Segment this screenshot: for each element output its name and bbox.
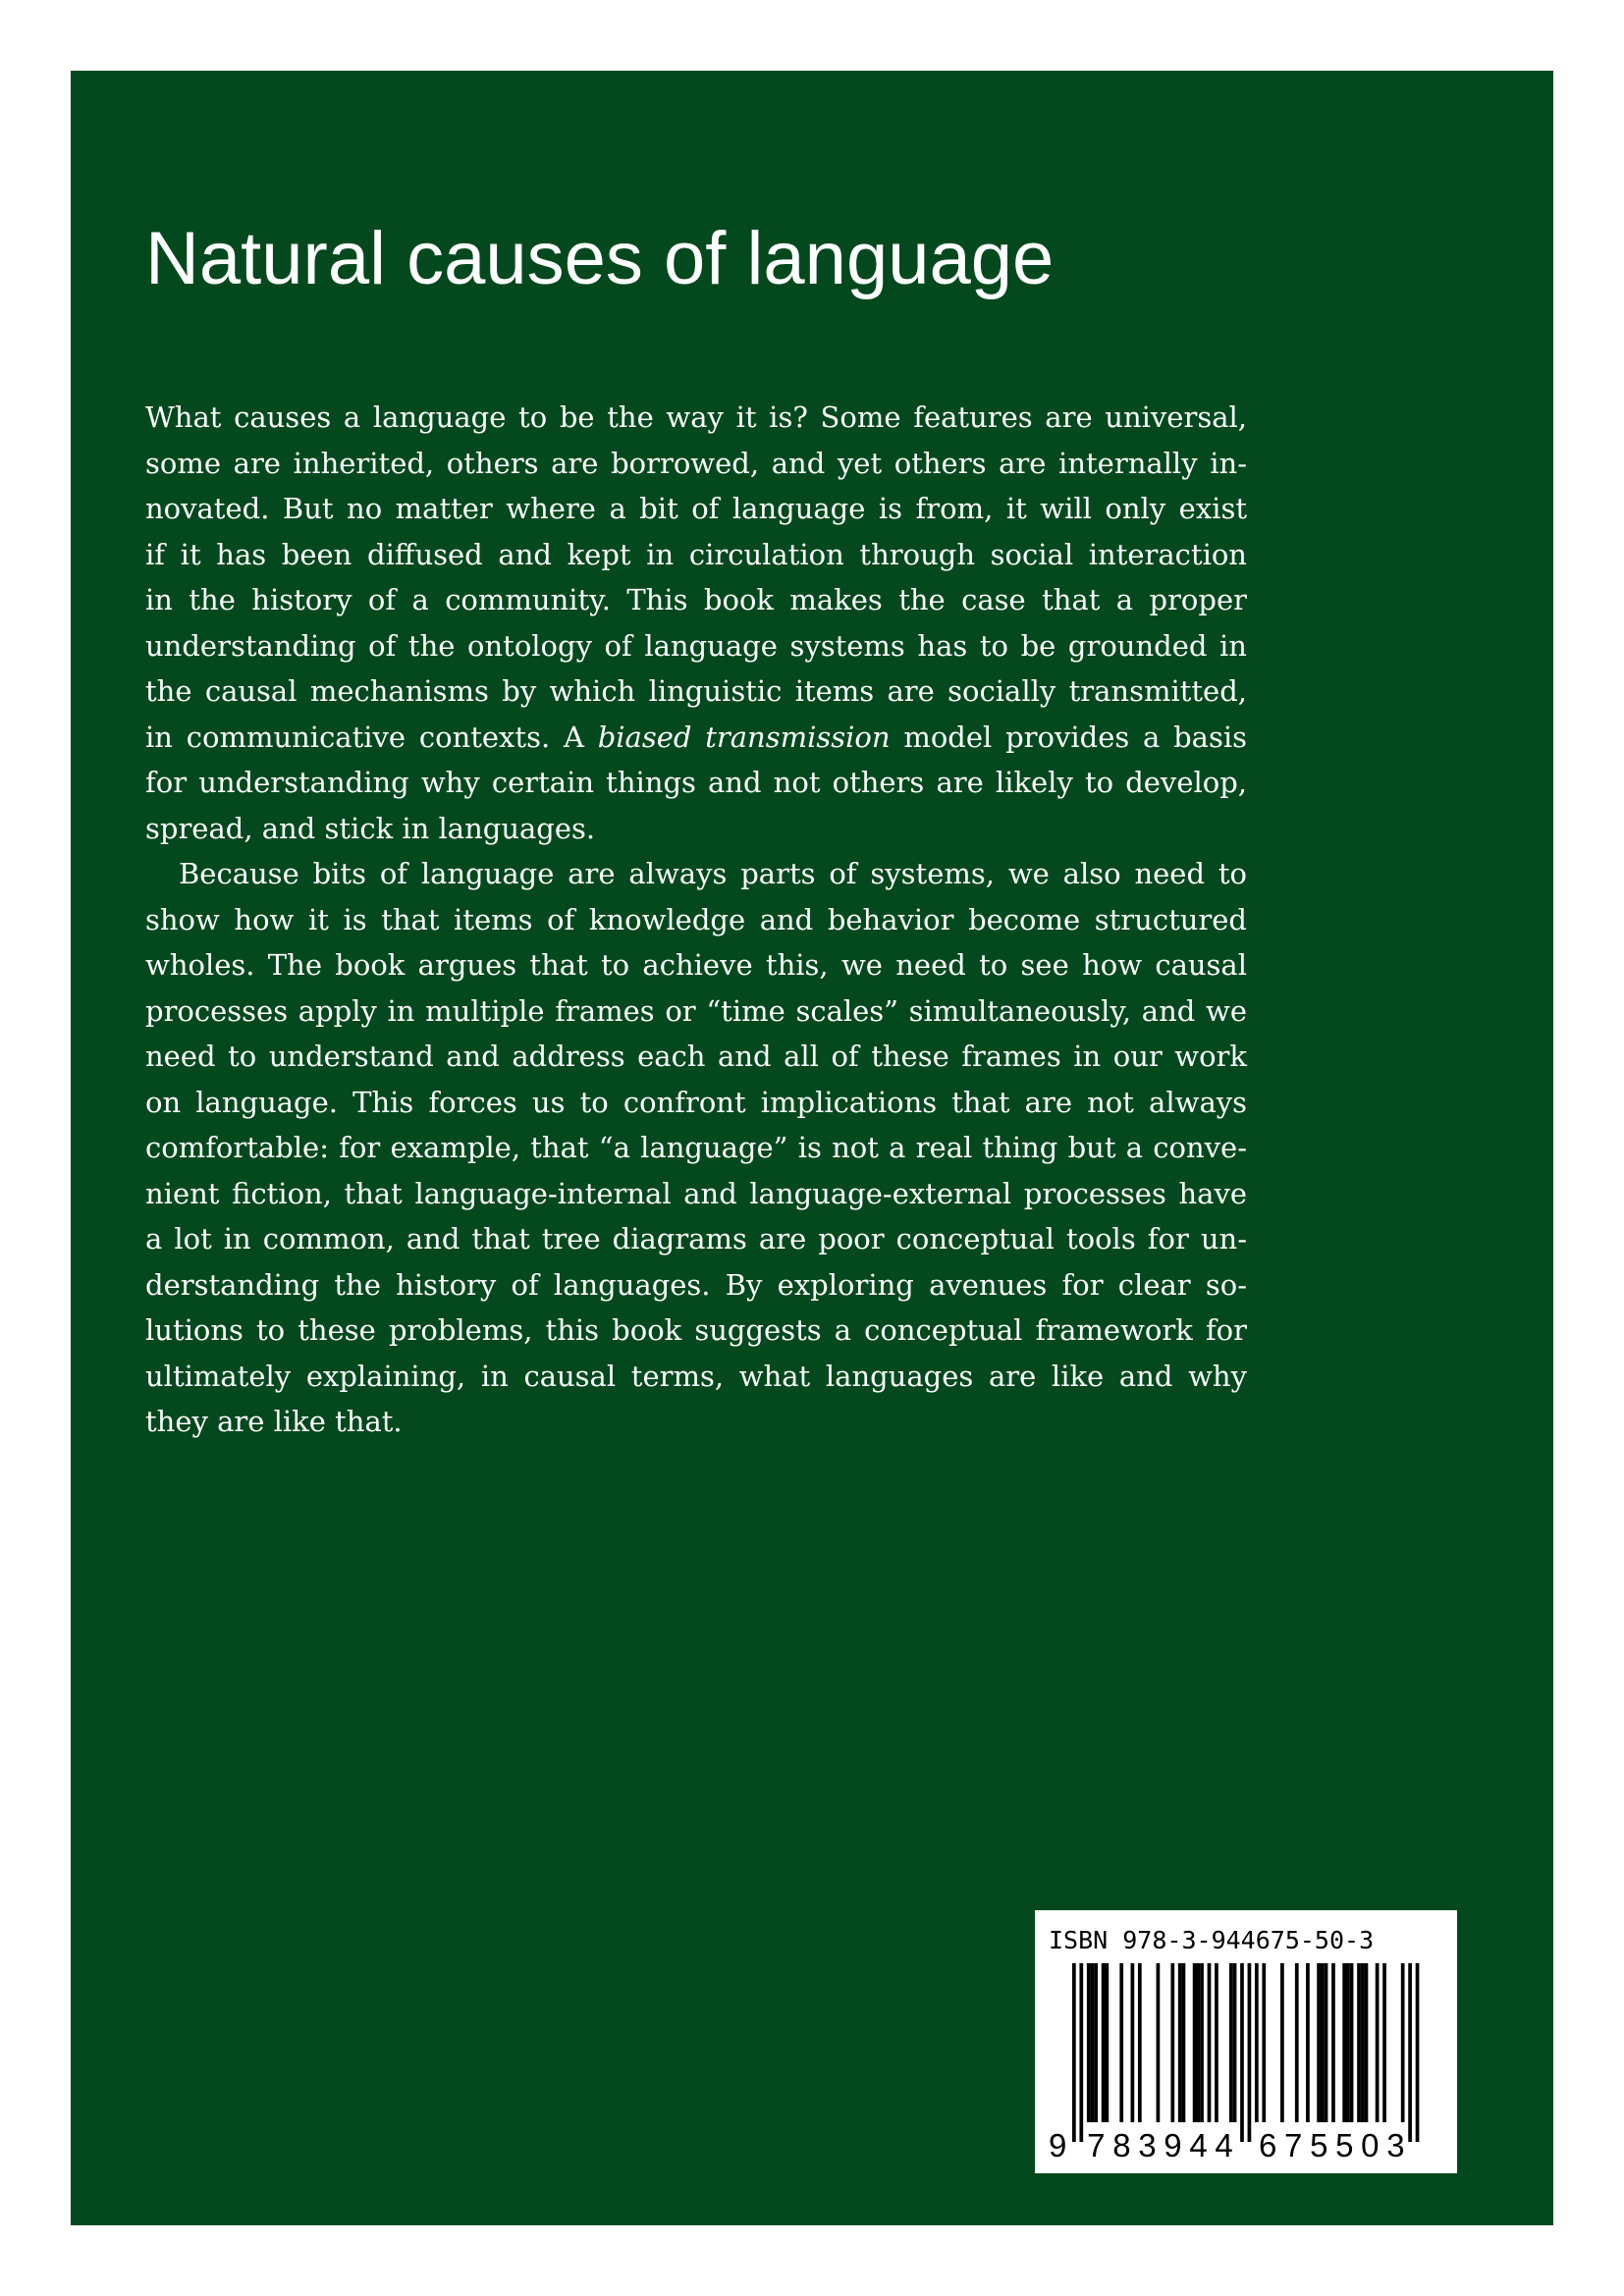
barcode-bar [1262,1963,1266,2122]
blurb-line: show how it is that items of knowledge and behavior become structured [145,902,1247,936]
isbn-barcode [1035,1910,1457,2173]
barcode-bar [1382,1963,1386,2122]
barcode-bar [1317,1963,1321,2122]
ean-digit: 5 [1310,2127,1328,2163]
barcode-bar [1131,1963,1135,2122]
barcode-bar [1248,1963,1252,2142]
blurb-paragraph-2 [145,851,1247,1445]
blurb-line: nient fiction, that language-internal and language-external processes have [145,1176,1247,1210]
blurb-paragraph-1 [145,395,1247,851]
blurb-line: on language. This forces us to confront implications that are not always [145,1085,1247,1119]
barcode-bar [1170,1963,1174,2122]
barcode-bar [1342,1963,1346,2122]
blurb-line: comfortable: for example, that “a language” is not a real thing but a conve- [145,1131,1247,1164]
ean-digit: 8 [1112,2127,1131,2163]
barcode-bar [1346,1963,1350,2122]
barcode-bar [1072,1963,1076,2142]
barcode-bar [1321,1963,1325,2122]
barcode-bar [1295,1963,1299,2122]
barcode-bar [1229,1963,1233,2122]
barcode-bar [1357,1963,1361,2122]
blurb-line: processes apply in multiple frames or “time scales” simultaneously, and we [145,993,1247,1028]
ean-digit: 3 [1386,2127,1405,2163]
barcode-bar [1233,1963,1237,2122]
blurb-line: understanding of the ontology of language systems has to be grounded in [145,628,1247,663]
barcode-bar [1182,1963,1186,2122]
blurb-line: they are like that. [145,1405,403,1438]
ean-digit: 5 [1335,2127,1354,2163]
ean-digit: 7 [1087,2127,1106,2163]
blurb-line: ultimately explaining, in causal terms, what languages are like and why [145,1359,1247,1393]
ean-digit: 9 [1164,2127,1182,2163]
barcode-bar [1325,1963,1328,2122]
ean-digit: 9 [1049,2127,1067,2163]
barcode-bar [1401,1963,1405,2122]
barcode-bar [1306,1963,1310,2122]
blurb-line: if it has been diffused and kept in circulation through social interaction [145,537,1247,571]
blurb-line: wholes. The book argues that to achieve this, we need to see how causal [145,948,1247,982]
barcode-bar [1178,1963,1182,2122]
blurb-line: novated. But no matter where a bit of language is from, it will only exist [145,492,1247,525]
blurb-line: lutions to these problems, this book suggests a conceptual framework for [145,1313,1247,1347]
barcode-bar [1105,1963,1109,2122]
barcode-bar [1408,1963,1412,2142]
barcode-bar [1361,1963,1365,2122]
blurb-fragment: in communicative contexts. A [145,720,598,754]
barcode-bar [1091,1963,1095,2122]
barcode-bar [1365,1963,1369,2122]
barcode-bar [1193,1963,1197,2122]
ean-digit: 7 [1284,2127,1303,2163]
barcode-bar [1157,1963,1161,2122]
barcode-bar [1196,1963,1200,2122]
blurb-fragment: model provides a basis [890,720,1247,754]
barcode-bar [1200,1963,1204,2122]
barcode-bar [1102,1963,1106,2122]
barcode-bar [1208,1963,1212,2122]
blurb-line: for understanding why certain things and not others are likely to develop, [145,766,1247,799]
barcode-bar [1087,1963,1091,2122]
book-title: Natural causes of language [145,217,1055,300]
blurb-line: a lot in common, and that tree diagrams are poor conceptual tools for un- [145,1222,1247,1255]
barcode-bar [1280,1963,1284,2122]
blurb-line: in the history of a community. This book makes the case that a proper [145,583,1247,616]
barcode-bar [1331,1963,1335,2122]
barcode-bar [1138,1963,1142,2122]
barcode-bars [1047,1963,1445,2144]
emphasis-biased-transmission: biased transmission [597,720,891,754]
ean-digit: 4 [1215,2127,1233,2163]
isbn-label: ISBN 978-3-944675-50-3 [1049,1926,1375,1954]
ean-digit: 6 [1259,2127,1277,2163]
ean-digit: 3 [1138,2127,1157,2163]
barcode-bar [1240,1963,1244,2142]
ean-digit: 4 [1189,2127,1208,2163]
blurb-line: need to understand and address each and all of these frames in our work [145,1040,1247,1073]
barcode-bar [1255,1963,1259,2122]
barcode-bar [1079,1963,1083,2142]
blurb-line: What causes a language to be the way it is? Some features are universal, [145,400,1247,434]
blurb-line [145,715,1247,761]
blurb-line: spread, and stick in languages. [145,811,596,845]
ean-digit: 0 [1361,2127,1380,2163]
barcode-bar [1119,1963,1123,2122]
blurb-line: Because bits of language are always parts of systems, we also need to [179,857,1247,890]
blurb-line: derstanding the history of languages. By exploring avenues for clear so- [145,1267,1247,1302]
blurb-text [145,395,1247,1445]
blurb-line: some are inherited, others are borrowed, and yet others are internally in- [145,446,1247,480]
barcode-bar [1350,1963,1354,2122]
barcode-bar [1416,1963,1420,2142]
ean-digits [1047,2128,1445,2163]
barcode-bar [1376,1963,1380,2122]
barcode-bar [1215,1963,1218,2122]
blurb-line: the causal mechanisms by which linguistic items are socially transmitted, [145,674,1247,708]
barcode-bar [1094,1963,1098,2122]
